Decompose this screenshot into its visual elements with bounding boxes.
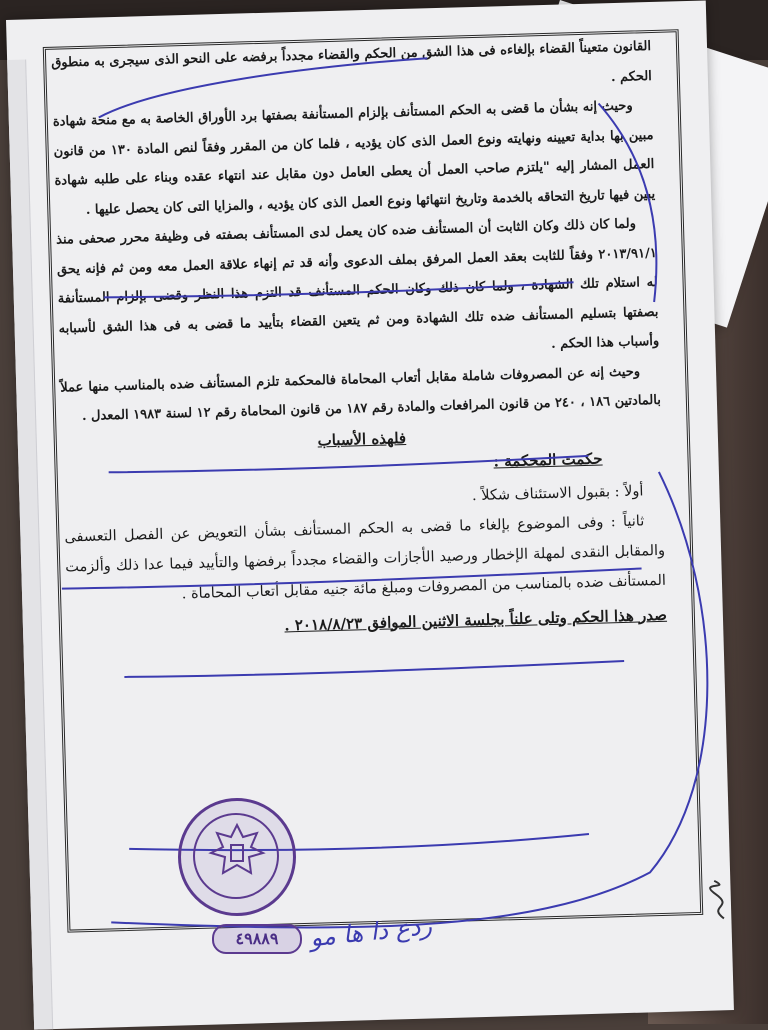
ruling-second: ثانياً : وفى الموضوع بإلغاء ما قضى به الحكم المستأنف بشأن التعويض عن الفصل التعسفى والمقابل النقدى لمهلة الإخطار ورصيد الأجازات والقضاء مجدداً برفضها والتأييد فيما عدا ذلك وألزمت المستأنف ضده بالمناسب من المصروفات ومبلغ مائة جنيه مقابل أتعاب المحاماة .	[64, 512, 667, 602]
handwritten-note: ردع دا ها مو	[308, 911, 434, 953]
issued-line: صدر هذا الحكم وتلى علناً بجلسة الاثنين الموافق ٢٠١٨/٨/٢٣ .	[284, 605, 668, 634]
serial-number-stamp: ٤٩٨٨٩	[212, 924, 302, 954]
reasons-heading: فلهذه الأسباب	[317, 428, 407, 449]
court-ruled-heading: حكمت المحكمة :	[493, 449, 603, 471]
paragraph-4: وحيث إنه عن المصروفات شاملة مقابل أتعاب المحاماة فالمحكمة تلزم المستأنف ضده بالمناسب منها عملاً بالمادتين ١٨٦ ، ٢٤٠ من قانون المرافعات والمادة رقم ١٨٧ من قانون المحاماة رقم ١٢ لسنة ١٩٨٣ المعدل .	[60, 363, 662, 425]
paragraph-2: وحيث إنه بشأن ما قضى به الحكم المستأنف بإلزام المستأنفة بصفتها برد الأوراق الخاصة به مع منحة شهادة مبين بها بداية تعيينه ونهايته ونوع العمل الذى كان يؤديه ، فلما كان من المقرر وفقاً لنص المادة ١٣٠ من قانون العمل المشار إليه "يلتزم صاحب العمل أن يعطى العامل دون مقابل عند انتهاء عقده وبناء على طلبه شهادة يبين فيها تاريخ التحاقه بالخدمة وتاريخ انتهائها ونوع العمل الذى كان يؤديه ، والمزايا التى كان يحصل عليها .	[52, 98, 656, 218]
document-body	[51, 32, 667, 640]
paragraph-1: القانون متعيناً القضاء بإلغاءه فى هذا الشق من الحكم والقضاء مجدداً برفضه على النحو الذى سيجرى به منطوق الحكم .	[51, 39, 653, 85]
court-seal	[178, 798, 296, 916]
eagle-emblem-icon	[205, 819, 269, 889]
ruling-first: أولاً : بقبول الاستئناف شكلاً .	[471, 482, 644, 504]
document-page	[6, 0, 734, 1029]
paragraph-3: ولما كان ذلك وكان الثابت أن المستأنف ضده كان يعمل لدى المستأنف بصفته فى وظيفة محرر صحفى منذ ٢٠١٣/٩١/١ وفقاً للثابت بعقد العمل المرفق بملف الدعوى وأنه قد تم إنهاء علاقة العمل معه ومن ثم فإنه يحق له استلام تلك الشهادة ، ولما كان ذلك وكان الحكم المستأنف قد التزم هذا النظر وقضى بإلزام المستأنفة بصفتها بتسليم المستأنف ضده تلك الشهادة ومن ثم يتعين القضاء بتأييد ما قضى به فى هذا الشق لأسبابه وأسباب هذا الحكم .	[55, 216, 660, 352]
